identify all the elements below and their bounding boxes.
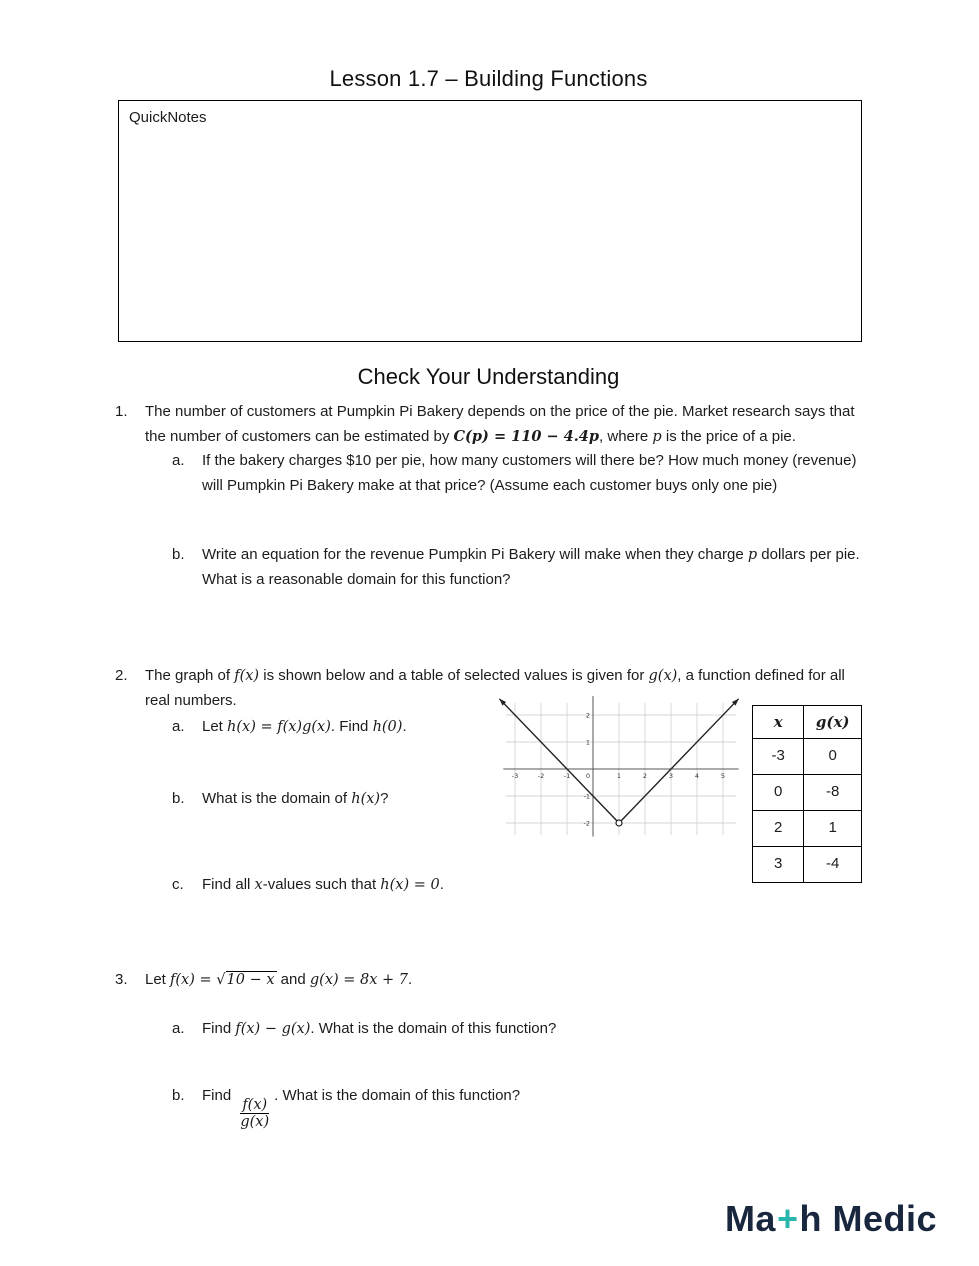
- svg-text:-3: -3: [511, 772, 519, 780]
- math-run: h(x) = 0: [380, 877, 440, 893]
- table-cell: -8: [804, 775, 862, 811]
- worksheet-page: [115, 0, 862, 1131]
- question-1-body: [145, 400, 862, 592]
- math-run: f(x) =: [170, 971, 217, 988]
- text-run: Let: [202, 718, 228, 735]
- question-2b-text: [202, 787, 388, 812]
- question-1a: [172, 449, 862, 498]
- question-2a-text: [202, 715, 407, 740]
- table-header-x: x: [753, 706, 804, 739]
- math-run: h(x) = f(x)g(x): [227, 719, 331, 735]
- question-1-text: [145, 400, 862, 449]
- text-run: Find: [202, 1086, 236, 1104]
- table-cell: -4: [804, 847, 862, 883]
- table-cell: -3: [753, 739, 804, 775]
- text-run: .: [402, 718, 407, 735]
- text-run: dollars per pie. What is a reasonable domain for this function?: [202, 546, 860, 588]
- question-1a-text: [202, 449, 862, 498]
- svg-text:5: 5: [720, 772, 726, 780]
- logo-text-after: h Medic: [799, 1198, 937, 1239]
- math-run: f(x): [234, 668, 260, 684]
- svg-text:-1: -1: [583, 792, 590, 801]
- lesson-title: Lesson 1.7 – Building Functions: [329, 66, 648, 91]
- function-graph-svg: [497, 692, 747, 842]
- math-medic-logo: [725, 1198, 937, 1240]
- math-run: h(0): [372, 719, 403, 735]
- item-label: a.: [172, 1020, 185, 1037]
- text-run: is shown below and a table of selected values is given for: [259, 667, 649, 684]
- radicand: 10 − x: [226, 971, 275, 988]
- question-1-number: 1.: [115, 403, 128, 420]
- table-header-row: [753, 706, 862, 739]
- question-2c-text: [202, 873, 444, 898]
- text-run: is the price of a pie.: [661, 427, 796, 445]
- svg-text:4: 4: [694, 772, 700, 780]
- question-1: [115, 400, 862, 592]
- text-run: Find all: [202, 876, 255, 893]
- text-run: , where: [599, 427, 653, 445]
- question-3b-text: [202, 1084, 520, 1131]
- math-run: x: [254, 877, 263, 893]
- text-run: . What is the domain of this function?: [274, 1086, 521, 1104]
- question-3b: [172, 1084, 862, 1131]
- item-label: a.: [172, 718, 185, 735]
- fraction-f-over-g: [238, 1097, 271, 1131]
- svg-text:-1: -1: [563, 772, 571, 780]
- svg-text:2: 2: [642, 772, 648, 780]
- fraction-denominator: g(x): [240, 1114, 270, 1131]
- text-run: The number of customers at Pumpkin Pi Bakery depends on the price of the pie. Market research says that the number of customers can be estimated by: [145, 403, 855, 445]
- text-run: The graph of: [145, 667, 235, 684]
- question-3: [115, 968, 862, 1131]
- math-run: h(x): [351, 790, 381, 807]
- text-run: .: [408, 970, 413, 988]
- table-row: [753, 739, 862, 775]
- table-row: [753, 775, 862, 811]
- item-label: b.: [172, 546, 185, 563]
- question-3-number: 3.: [115, 970, 128, 988]
- question-3-text: [145, 968, 862, 993]
- question-1b-text: [202, 543, 862, 592]
- svg-text:0: 0: [585, 772, 590, 780]
- text-run: ?: [380, 789, 389, 807]
- logo-plus-icon: +: [776, 1198, 799, 1239]
- svg-text:3: 3: [668, 772, 674, 780]
- table-cell: 3: [753, 847, 804, 883]
- table-row: [753, 847, 862, 883]
- quicknotes-box: [118, 100, 862, 342]
- text-run: -values such that: [262, 876, 381, 893]
- table-cell: 1: [804, 811, 862, 847]
- text-run: , a function defined for all real numbers.: [145, 667, 845, 709]
- math-run: f(x) − g(x): [235, 1021, 311, 1037]
- math-run: g(x) = 8x + 7: [309, 971, 409, 988]
- svg-text:1: 1: [616, 772, 622, 780]
- logo-text-before: Ma: [724, 1198, 776, 1239]
- text-run: and: [276, 970, 310, 988]
- text-run: . Find: [330, 718, 373, 735]
- text-run: If the bakery charges $10 per pie, how many customers will there be? How much money (revenue) will Pumpkin Pi Bakery make at that price? (Assume each customer buys only one pie): [202, 452, 857, 494]
- table-cell: 2: [753, 811, 804, 847]
- item-label: a.: [172, 452, 185, 469]
- table-header-gx: g(x): [804, 706, 862, 739]
- text-run: Find: [202, 1020, 236, 1037]
- item-label: b.: [172, 1086, 185, 1104]
- question-2-number: 2.: [115, 667, 128, 684]
- function-graph: [497, 692, 747, 842]
- math-run: g(x): [648, 668, 678, 684]
- question-3a: [172, 1017, 862, 1042]
- question-3-body: [145, 968, 862, 1131]
- g-values-table: [752, 705, 862, 883]
- math-run: p: [747, 547, 758, 563]
- svg-text:1: 1: [585, 738, 590, 747]
- section-heading: Check Your Understanding: [357, 364, 620, 389]
- math-run: C(p) = 110 − 4.4p: [453, 427, 600, 445]
- text-run: Let: [145, 970, 171, 988]
- quicknotes-label: QuickNotes: [129, 109, 207, 126]
- svg-text:-2: -2: [537, 772, 545, 780]
- text-run: . What is the domain of this function?: [310, 1020, 557, 1037]
- table-cell: 0: [804, 739, 862, 775]
- item-label: c.: [172, 876, 184, 893]
- text-run: What is the domain of: [202, 789, 352, 807]
- question-2: [115, 664, 862, 898]
- item-label: b.: [172, 789, 185, 807]
- radical-sign: √: [216, 971, 226, 988]
- fraction-numerator: f(x): [242, 1096, 268, 1113]
- table-row: [753, 811, 862, 847]
- table-cell: 0: [753, 775, 804, 811]
- text-run: .: [439, 876, 444, 893]
- sqrt-expression: [216, 971, 276, 988]
- question-1b: [172, 543, 862, 592]
- question-3a-text: [202, 1017, 556, 1042]
- svg-text:-2: -2: [583, 819, 590, 828]
- math-run: p: [652, 428, 662, 445]
- text-run: Write an equation for the revenue Pumpkin Pi Bakery will make when they charge: [202, 546, 748, 563]
- svg-text:2: 2: [585, 711, 590, 720]
